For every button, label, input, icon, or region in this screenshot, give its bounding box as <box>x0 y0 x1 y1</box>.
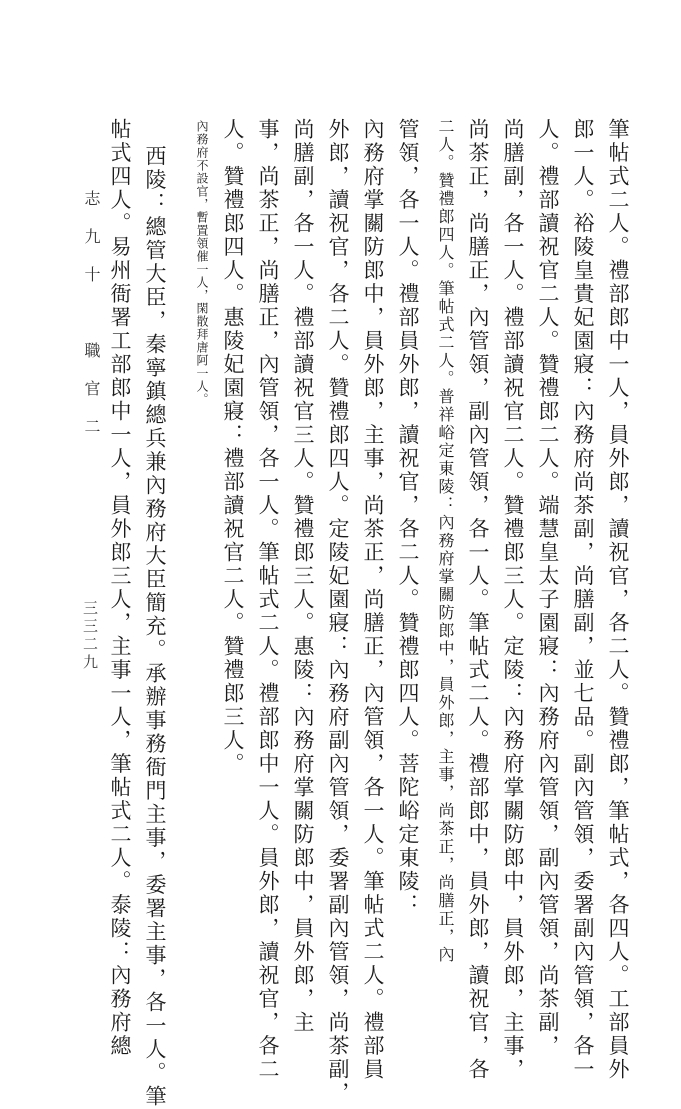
text-column-6: 二人。贊禮郎四人。筆帖式二人。普祥峪定東陵：內務府掌關防郎中，員外郎，主事，尚茶正，尚膳正，內 <box>436 118 455 964</box>
text-column-1: 筆帖式二人。禮部郎中一人，員外郎，讀祝官，各二人。贊禮郎，筆帖式，各四人。工部員外 <box>606 118 630 1082</box>
text-column-14: 帖式四人。易州衙署工部郎中一人，員外郎三人，主事一人，筆帖式二人。泰陵：內務府總 <box>108 118 132 1058</box>
text-column-8: 內務府掌關防郎中，員外郎，主事，尚茶正，尚膳正，內管領，各一人。筆帖式二人。禮部員 <box>361 118 385 1082</box>
text-column-5: 尚茶正，尚膳正，內管領，副內管領，各一人。筆帖式二人。禮部郎中，員外郎，讀祝官，各 <box>466 118 490 1082</box>
text-column-10: 尚膳副，各一人。禮部讀祝官三人。贊禮郎三人。惠陵：內務府掌關防郎中，員外郎，主 <box>291 118 315 1035</box>
text-column-2: 郎一人。裕陵皇貴妃園寢：內務府尚茶副，尚膳副，並七品。副內管領，委署副內管領，各一 <box>571 118 595 1082</box>
page-header-margin: 志九十 職官二 <box>82 190 101 456</box>
page-number: 三三二九 <box>81 600 99 672</box>
text-column-13: 西陵：總管大臣，秦寧鎮總兵兼內務府大臣簡充。承辦事務衙門主事，委署主事，各一人。筆 <box>143 145 167 1109</box>
small-note-column: 內務府不設官，暫置領催一人，閑散拜唐阿一人。 <box>195 120 209 406</box>
text-column-3: 人。禮部讀祝官二人。贊禮郎二人。端慧皇太子園寢：內務府內管領，副內管領，尚茶副， <box>536 118 560 1058</box>
text-column-7: 管領，各一人。禮部員外郎，讀祝官，各二人。贊禮郎四人。菩陀峪定東陵： <box>396 118 420 917</box>
text-column-11: 事，尚茶正，尚膳正，內管領，各一人。筆帖式二人。禮部郎中一人。員外郎，讀祝官，各二 <box>256 118 280 1082</box>
text-column-4: 尚膳副，各一人。禮部讀祝官二人。贊禮郎三人。定陵：內務府掌關防郎中，員外郎，主事， <box>501 118 525 1082</box>
text-column-12: 人。贊禮郎四人。惠陵妃園寢：禮部讀祝官二人。贊禮郎三人。 <box>221 118 245 776</box>
text-column-9: 外郎，讀祝官，各二人。贊禮郎四人。定陵妃園寢：內務府副內管領，委署副內管領，尚茶副， <box>326 118 350 1105</box>
